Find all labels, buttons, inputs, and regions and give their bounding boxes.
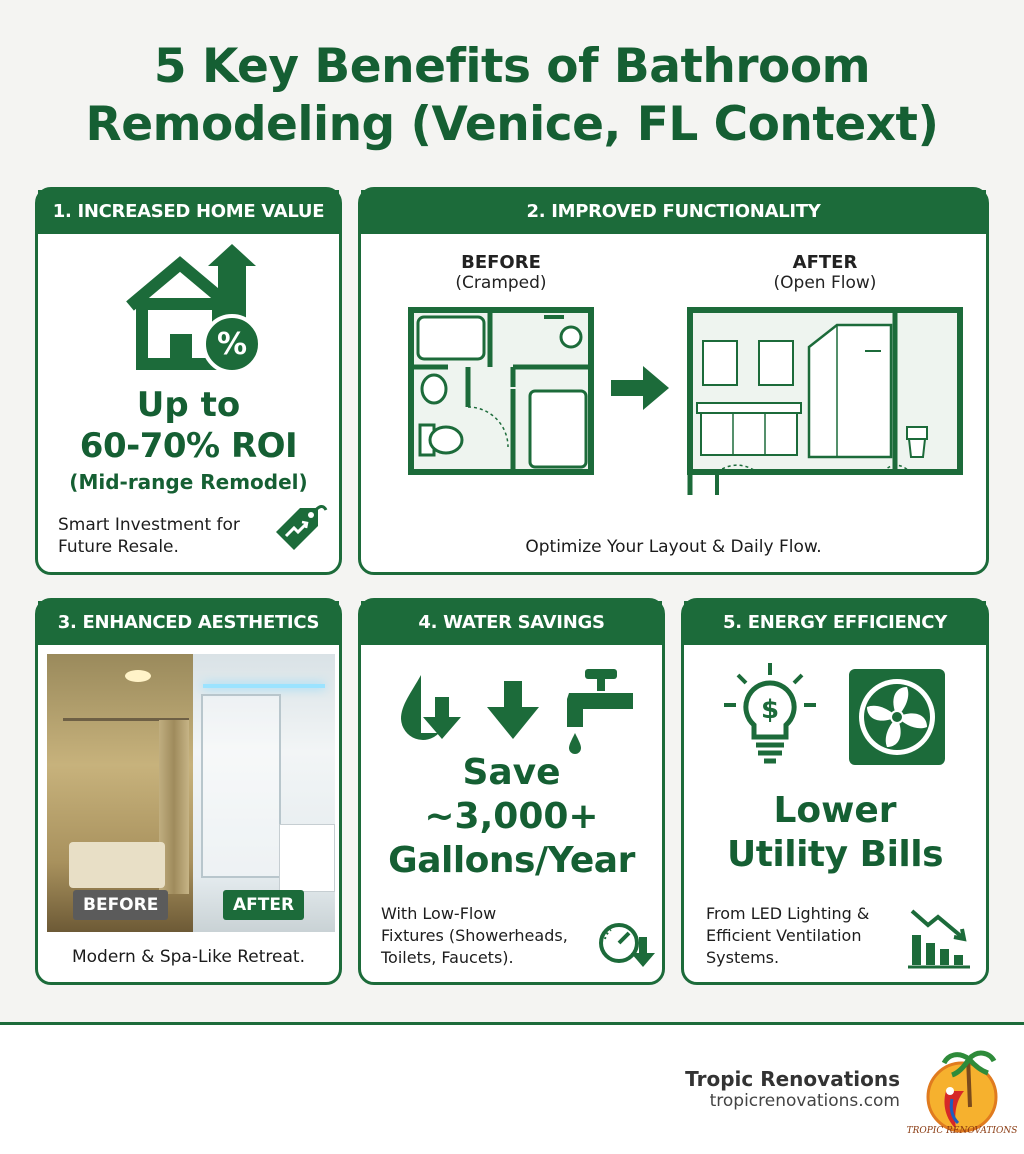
house-up-arrow-percent-icon [122, 246, 258, 376]
vanity [279, 824, 335, 892]
bathtub [69, 842, 165, 888]
caption-line-1: Smart Investment for [58, 515, 240, 535]
before-subtitle: (Cramped) [455, 273, 547, 293]
roi-stat-line-2: 60-70% ROI [79, 426, 298, 466]
card-home-value [35, 187, 342, 575]
before-label: BEFORE [73, 890, 168, 920]
tropic-renovations-logo [906, 1047, 1018, 1139]
stat-line-3: Gallons/Year [388, 840, 635, 881]
card-energy-efficiency [681, 598, 989, 985]
roi-stat-line-1: Up to [136, 385, 241, 425]
caption-line-1: From LED Lighting & [706, 904, 870, 923]
caption-line-1: With Low-Flow [381, 904, 497, 923]
caption-line-3: Toilets, Faucets). [381, 948, 514, 967]
caption-line-3: Systems. [706, 948, 780, 967]
after-subtitle: (Open Flow) [773, 273, 877, 293]
company-url[interactable]: tropicrenovations.com [709, 1091, 900, 1111]
card-caption: Modern & Spa-Like Retreat. [71, 947, 305, 967]
stat-line-1: Lower [773, 790, 897, 831]
gauge-down-icon [597, 919, 657, 969]
stat-line-2: Utility Bills [726, 834, 944, 875]
before-title: BEFORE [461, 252, 541, 273]
stat-line-2: ~3,000+ [424, 796, 599, 837]
title-line-1: 5 Key Benefits of Bathroom [153, 39, 871, 94]
after-heading [745, 252, 905, 293]
before-floor-plan [408, 307, 594, 475]
caption-line-2: Efficient Ventilation [706, 926, 862, 945]
roi-stat [38, 385, 339, 497]
before-heading [421, 252, 581, 293]
card-header: 5. ENERGY EFFICIENCY [684, 601, 986, 645]
ventilation-fan-icon [849, 669, 945, 765]
svg-text:%: % [216, 327, 248, 362]
stat-line-1: Save [462, 752, 561, 793]
footer [0, 1025, 1024, 1154]
card-header: 4. WATER SAVINGS [361, 601, 662, 645]
energy-stat [684, 789, 986, 877]
led-strip [203, 684, 325, 688]
card-header: 1. INCREASED HOME VALUE [38, 190, 339, 234]
card-caption: Optimize Your Layout & Daily Flow. [525, 537, 822, 557]
lightbulb-dollar-icon [722, 661, 818, 769]
after-floor-plan [687, 307, 963, 497]
page-title [0, 38, 1024, 154]
faucet-icon [563, 669, 639, 755]
card-caption [58, 514, 240, 558]
card-caption [381, 903, 568, 969]
card-header: 3. ENHANCED AESTHETICS [38, 601, 339, 645]
card-header: 2. IMPROVED FUNCTIONALITY [361, 190, 986, 234]
company-name: Tropic Renovations [685, 1067, 900, 1091]
water-drop-down-icon [399, 673, 469, 743]
roi-note: (Mid-range Remodel) [69, 470, 308, 494]
water-savings-stat [361, 751, 662, 883]
glass-shower [201, 694, 281, 878]
card-caption [706, 903, 869, 969]
caption-line-2: Future Resale. [58, 537, 179, 557]
bar-chart-down-icon [906, 907, 972, 971]
price-tag-trend-icon [270, 500, 330, 556]
svg-text:TROPIC RENOVATIONS: TROPIC RENOVATIONS [906, 1126, 1018, 1136]
down-arrow-icon [487, 681, 539, 739]
card-aesthetics [35, 598, 342, 985]
caption-line-2: Fixtures (Showerheads, [381, 926, 568, 945]
card-functionality [358, 187, 989, 575]
title-line-2: Remodeling (Venice, FL Context) [85, 97, 939, 152]
ceiling-light-icon [125, 670, 151, 682]
card-water-savings [358, 598, 665, 985]
svg-text:$: $ [760, 695, 780, 725]
after-title: AFTER [792, 252, 858, 273]
before-after-photo [47, 654, 335, 932]
after-label: AFTER [223, 890, 304, 920]
arrow-right-icon [611, 366, 669, 410]
